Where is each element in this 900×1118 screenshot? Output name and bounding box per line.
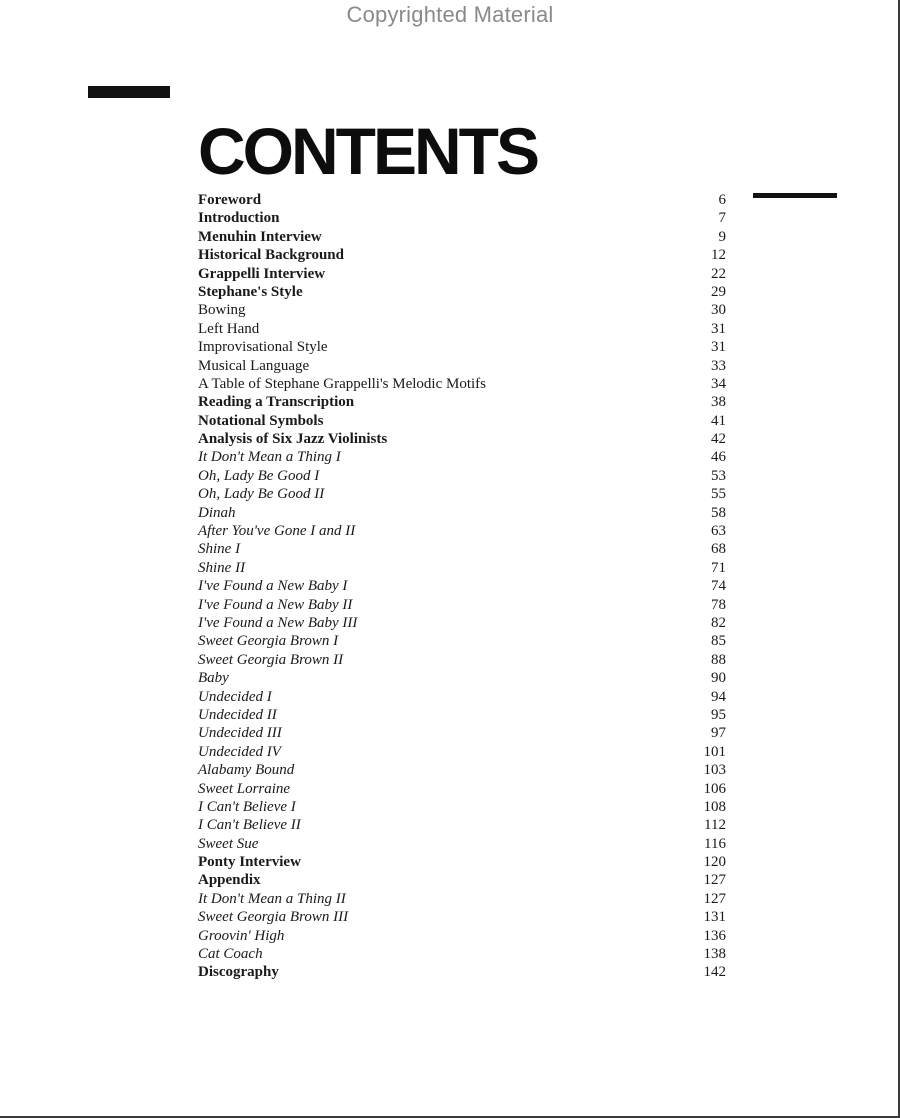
- toc-entry-page-number: 9: [718, 228, 726, 245]
- toc-entry-title: Musical Language: [198, 357, 310, 374]
- page-title: CONTENTS: [198, 114, 537, 189]
- toc-entry-title: Groovin' High: [198, 927, 285, 944]
- toc-entry: [198, 871, 726, 889]
- toc-entry-title: Menuhin Interview: [198, 228, 322, 245]
- toc-entry: [198, 467, 726, 485]
- toc-entry: [198, 209, 726, 227]
- toc-entry-page-number: 85: [711, 633, 726, 650]
- toc-entry-title: It Don't Mean a Thing I: [198, 449, 341, 466]
- toc-entry-title: Sweet Georgia Brown I: [198, 633, 339, 650]
- toc-entry: [198, 816, 726, 834]
- toc-entry-title: I've Found a New Baby I: [198, 578, 348, 595]
- toc-entry-title: Appendix: [198, 872, 261, 889]
- toc-entry: [198, 228, 726, 246]
- toc-entry-page-number: 127: [703, 872, 726, 889]
- toc-entry: [198, 577, 726, 595]
- toc-entry-page-number: 88: [711, 651, 726, 668]
- toc-entry-page-number: 53: [711, 467, 726, 484]
- toc-entry-page-number: 120: [703, 854, 726, 871]
- toc-entry: [198, 448, 726, 466]
- toc-entry-title: Grappelli Interview: [198, 265, 326, 282]
- toc-entry: [198, 632, 726, 650]
- toc-entry-page-number: 82: [711, 614, 726, 631]
- toc-entry: [198, 485, 726, 503]
- toc-entry-title: Historical Background: [198, 247, 344, 264]
- toc-entry-title: Foreword: [198, 192, 262, 208]
- toc-entry-title: Stephane's Style: [198, 283, 303, 300]
- toc-entry-page-number: 71: [711, 559, 726, 576]
- toc-entry-page-number: 95: [711, 706, 726, 723]
- toc-entry-page-number: 34: [711, 375, 726, 392]
- toc-entry-page-number: 22: [711, 265, 726, 282]
- toc-entry-title: Oh, Lady Be Good I: [198, 467, 320, 484]
- toc-entry-page-number: 74: [711, 578, 726, 595]
- toc-entry-page-number: 136: [703, 927, 726, 944]
- toc-entry-page-number: 101: [703, 743, 726, 760]
- toc-entry-page-number: 90: [711, 670, 726, 687]
- toc-entry-title: Bowing: [198, 302, 246, 319]
- toc-entry-title: Oh, Lady Be Good II: [198, 486, 325, 503]
- toc-entry: [198, 265, 726, 283]
- toc-entry: [198, 651, 726, 669]
- toc-entry-page-number: 78: [711, 596, 726, 613]
- toc-entry: [198, 504, 726, 522]
- decorative-bar-left: [88, 86, 170, 98]
- toc-entry-page-number: 142: [703, 964, 726, 981]
- toc-entry: [198, 890, 726, 908]
- toc-entry-page-number: 46: [711, 449, 726, 466]
- toc-entry-title: I've Found a New Baby II: [198, 596, 353, 613]
- toc-entry-title: Analysis of Six Jazz Violinists: [198, 431, 388, 448]
- toc-entry: [198, 338, 726, 356]
- toc-entry-page-number: 31: [711, 339, 726, 356]
- toc-entry-title: Sweet Georgia Brown III: [198, 909, 349, 926]
- toc-entry-page-number: 30: [711, 302, 726, 319]
- toc-entry-page-number: 127: [703, 890, 726, 907]
- toc-entry: [198, 596, 726, 614]
- toc-entry-page-number: 41: [711, 412, 726, 429]
- toc-entry-page-number: 108: [703, 798, 726, 815]
- toc-entry: [198, 706, 726, 724]
- toc-entry-title: Baby: [198, 670, 229, 687]
- toc-entry-page-number: 63: [711, 523, 726, 540]
- toc-entry-page-number: 31: [711, 320, 726, 337]
- toc-entry-title: Discography: [198, 964, 279, 981]
- toc-entry: [198, 963, 726, 981]
- toc-entry-title: I've Found a New Baby III: [198, 614, 358, 631]
- toc-entry-title: It Don't Mean a Thing II: [198, 890, 346, 907]
- toc-entry-page-number: 106: [703, 780, 726, 797]
- toc-entry-title: Sweet Georgia Brown II: [198, 651, 344, 668]
- toc-entry-title: Shine I: [198, 541, 241, 558]
- toc-entry-page-number: 12: [711, 247, 726, 264]
- toc-entry: [198, 908, 726, 926]
- toc-entry-title: Left Hand: [198, 320, 260, 337]
- toc-entry: [198, 835, 726, 853]
- toc-entry-title: Reading a Transcription: [198, 394, 355, 411]
- toc-entry: [198, 927, 726, 945]
- copyright-watermark: Copyrighted Material: [346, 2, 554, 27]
- toc-entry-title: Undecided IV: [198, 743, 281, 760]
- toc-entry-title: Improvisational Style: [198, 339, 328, 356]
- toc-entry: [198, 724, 726, 742]
- toc-entry-page-number: 33: [711, 357, 726, 374]
- toc-entry: [198, 743, 726, 761]
- toc-entry-title: I Can't Believe II: [198, 817, 301, 834]
- toc-entry-page-number: 94: [711, 688, 726, 705]
- toc-entry: [198, 357, 726, 375]
- toc-entry: [198, 246, 726, 264]
- toc-entry: [198, 412, 726, 430]
- toc-entry-page-number: 42: [711, 431, 726, 448]
- toc-entry-page-number: 55: [711, 486, 726, 503]
- toc-entry-page-number: 131: [703, 909, 726, 926]
- toc-entry: [198, 669, 726, 687]
- toc-entry: [198, 191, 726, 209]
- toc-entry: [198, 375, 726, 393]
- toc-entry: [198, 540, 726, 558]
- contents-list: [198, 191, 726, 982]
- toc-entry: [198, 430, 726, 448]
- toc-entry-page-number: 29: [711, 283, 726, 300]
- toc-entry-title: I Can't Believe I: [198, 798, 296, 815]
- toc-entry-page-number: 6: [718, 192, 726, 208]
- toc-entry-title: Sweet Lorraine: [198, 780, 291, 797]
- toc-entry-title: Introduction: [198, 210, 280, 227]
- toc-entry-page-number: 116: [704, 835, 726, 852]
- toc-entry: [198, 301, 726, 319]
- toc-entry-title: Notational Symbols: [198, 412, 324, 429]
- toc-entry-title: Undecided II: [198, 706, 277, 723]
- toc-entry-page-number: 68: [711, 541, 726, 558]
- toc-entry: [198, 798, 726, 816]
- toc-entry: [198, 320, 726, 338]
- toc-entry-page-number: 58: [711, 504, 726, 521]
- toc-entry: [198, 614, 726, 632]
- toc-entry-title: Ponty Interview: [198, 854, 301, 871]
- toc-entry: [198, 853, 726, 871]
- toc-entry-page-number: 138: [703, 946, 726, 963]
- toc-entry: [198, 761, 726, 779]
- toc-entry-title: Undecided I: [198, 688, 272, 705]
- toc-entry: [198, 393, 726, 411]
- toc-entry: [198, 688, 726, 706]
- toc-entry-title: Cat Coach: [198, 946, 263, 963]
- toc-entry-title: Sweet Sue: [198, 835, 259, 852]
- toc-entry-title: Shine II: [198, 559, 246, 576]
- toc-entry-title: Undecided III: [198, 725, 282, 742]
- toc-entry-page-number: 97: [711, 725, 726, 742]
- toc-entry-page-number: 103: [703, 762, 726, 779]
- toc-entry-page-number: 112: [704, 817, 726, 834]
- decorative-bar-right: [753, 193, 837, 198]
- toc-entry: [198, 283, 726, 301]
- toc-entry-title: A Table of Stephane Grappelli's Melodic Motifs: [198, 375, 486, 392]
- toc-entry-title: After You've Gone I and II: [198, 523, 356, 540]
- toc-entry: [198, 522, 726, 540]
- toc-entry: [198, 559, 726, 577]
- toc-entry: [198, 945, 726, 963]
- toc-entry-title: Alabamy Bound: [198, 762, 295, 779]
- toc-entry: [198, 780, 726, 798]
- toc-entry-page-number: 7: [718, 210, 726, 227]
- toc-entry-title: Dinah: [198, 504, 236, 521]
- toc-entry-page-number: 38: [711, 394, 726, 411]
